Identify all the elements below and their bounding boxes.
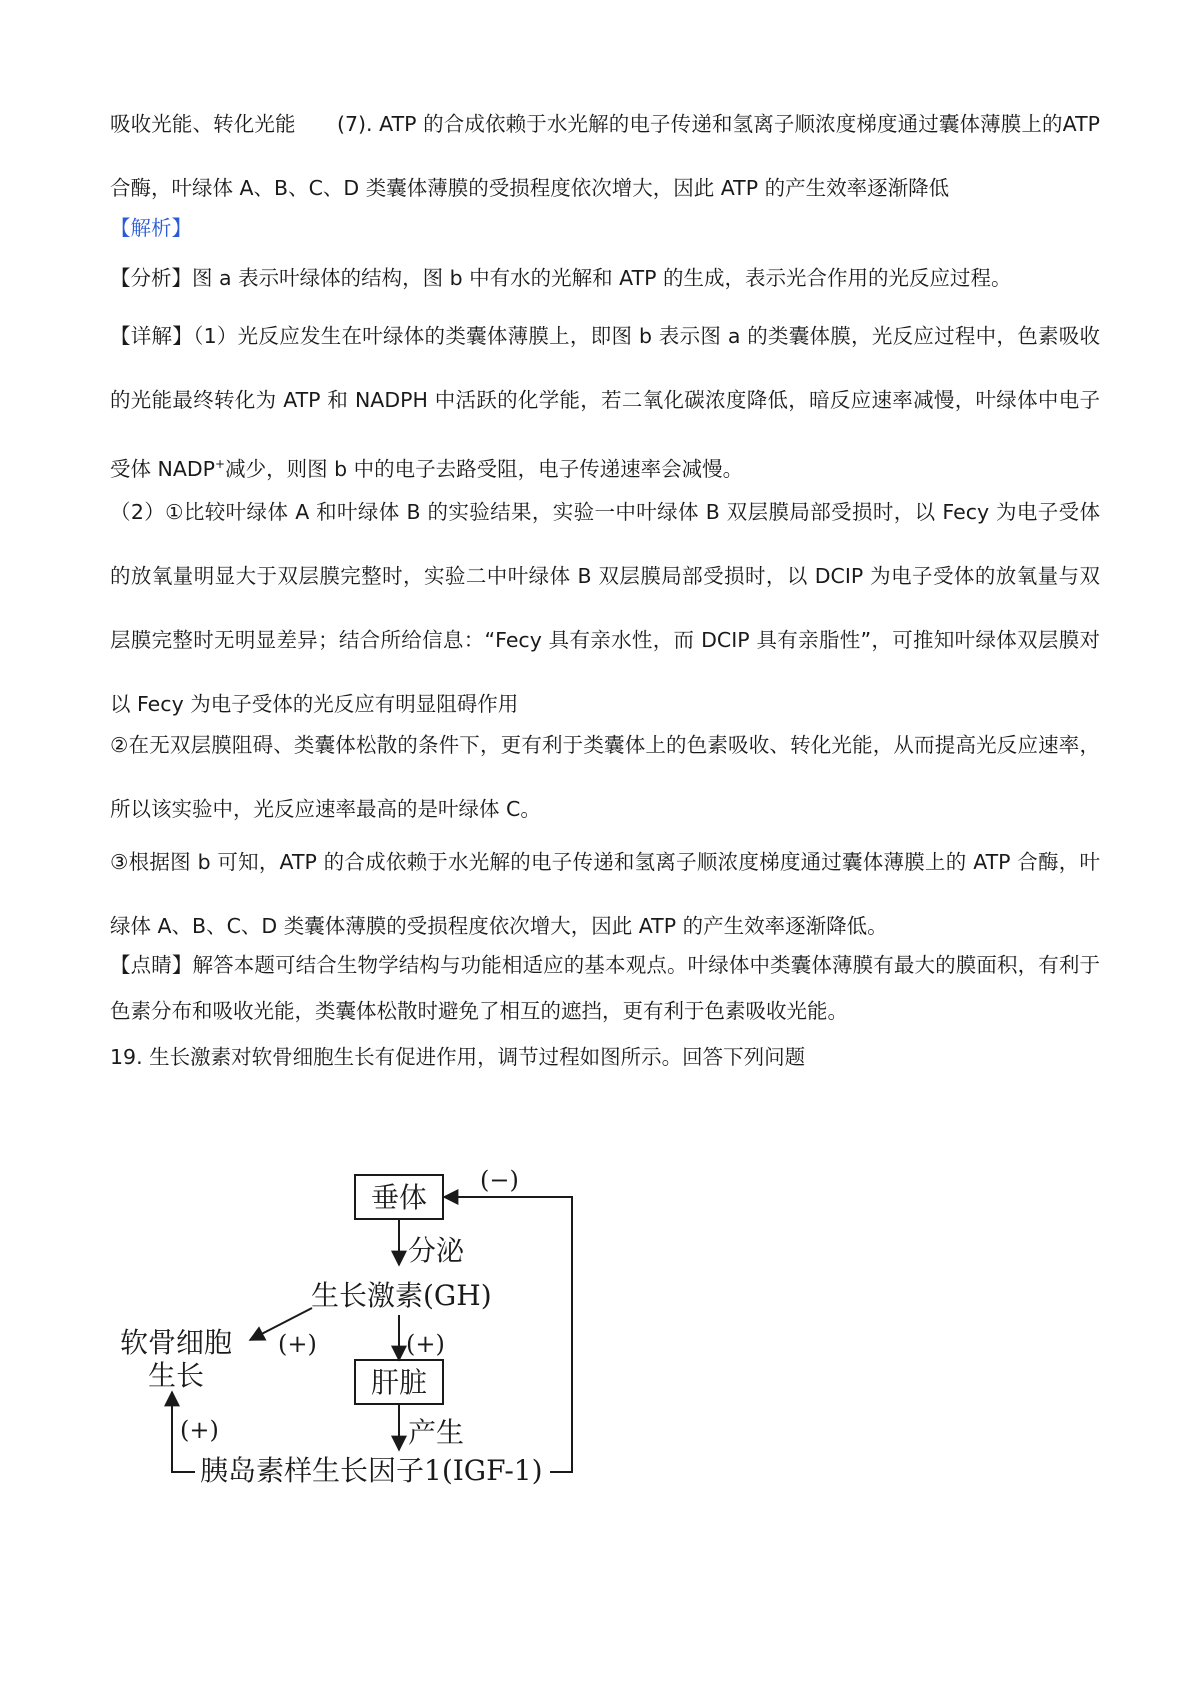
cartilage-label-line1: 软骨细胞: [120, 1326, 233, 1359]
detailed-explanation-text-a: 【详解】（1）光反应发生在叶绿体的类囊体薄膜上，即图 b 表示图 a 的类囊体膜，光反应过程中，色素吸收的光能最终转化为 ATP 和 NADPH 中活跃的化学能，若二氧化碳浓度降低，暗反应速率减慢，叶绿体中电子受体 NADP: [110, 324, 1100, 481]
negative-feedback-label: (−): [480, 1166, 519, 1194]
secrete-label: 分泌: [408, 1234, 465, 1267]
analysis-heading: 【解析】: [110, 216, 192, 240]
answer-continued-paragraph: [110, 92, 1100, 220]
analysis-summary-paragraph: 【分析】图 a 表示叶绿体的结构，图 b 中有水的光解和 ATP 的生成，表示光合作用的光反应过程。: [110, 266, 1012, 290]
gh-regulation-diagram: [100, 1160, 700, 1510]
question19-stem: 19. 生长激素对软骨细胞生长有促进作用，调节过程如图所示。回答下列问题: [110, 1045, 806, 1069]
pituitary-box: [355, 1175, 443, 1219]
nadp-superscript: +: [215, 457, 226, 471]
gh-liver-plus-label: (+): [406, 1330, 445, 1358]
pituitary-label: 垂体: [370, 1181, 428, 1214]
detailed-explanation-text-b: 减少，则图 b 中的电子去路受阻，电子传递速率会减慢。: [225, 456, 744, 481]
question2-part2-paragraph: ②在无双层膜阻碍、类囊体松散的条件下，更有利于类囊体上的色素吸收、转化光能，从而提高光反应速率，所以该实验中，光反应速率最高的是叶绿体 C。: [110, 733, 1100, 821]
igf-cartilage-plus-label: (+): [180, 1416, 219, 1444]
liver-label: 肝脏: [370, 1366, 428, 1399]
gh-cartilage-plus-label: (+): [278, 1330, 317, 1358]
cartilage-label-line2: 生长: [148, 1359, 205, 1392]
key-points-paragraph: 【点睛】解答本题可结合生物学结构与功能相适应的基本观点。叶绿体中类囊体薄膜有最大的膜面积，有利于色素分布和吸收光能，类囊体松散时避免了相互的遮挡，更有利于色素吸收光能。: [110, 953, 1100, 1023]
produce-label: 产生: [408, 1416, 465, 1449]
detailed-explanation-paragraph: [110, 304, 1100, 501]
answer-continued-text: 吸收光能、转化光能 (7). ATP 的合成依赖于水光解的电子传递和氢离子顺浓度梯度通过囊体薄膜上的ATP 合酶，叶绿体 A、B、C、D 类囊体薄膜的受损程度依次增大，因此 ATP 的产生效率逐渐降低: [110, 112, 1100, 200]
liver-box: [355, 1360, 443, 1404]
question2-part1-paragraph: （2）①比较叶绿体 A 和叶绿体 B 的实验结果，实验一中叶绿体 B 双层膜局部受损时，以 Fecy 为电子受体的放氧量明显大于双层膜完整时，实验二中叶绿体 B 双层膜局部受损时，以 DCIP 为电子受体的放氧量与双层膜完整时无明显差异；结合所给信息：“Fecy 具有亲水性，而 DCIP 具有亲脂性”，可推知叶绿体双层膜对以 Fecy 为电子受体的光反应有明显阻碍作用: [110, 500, 1100, 716]
igf-label: 胰岛素样生长因子1(IGF-1): [200, 1454, 543, 1487]
gh-label: 生长激素(GH): [311, 1279, 492, 1312]
question2-part3-paragraph: ③根据图 b 可知，ATP 的合成依赖于水光解的电子传递和氢离子顺浓度梯度通过囊体薄膜上的 ATP 合酶，叶绿体 A、B、C、D 类囊体薄膜的受损程度依次增大，因此 ATP 的产生效率逐渐降低。: [110, 850, 1100, 938]
